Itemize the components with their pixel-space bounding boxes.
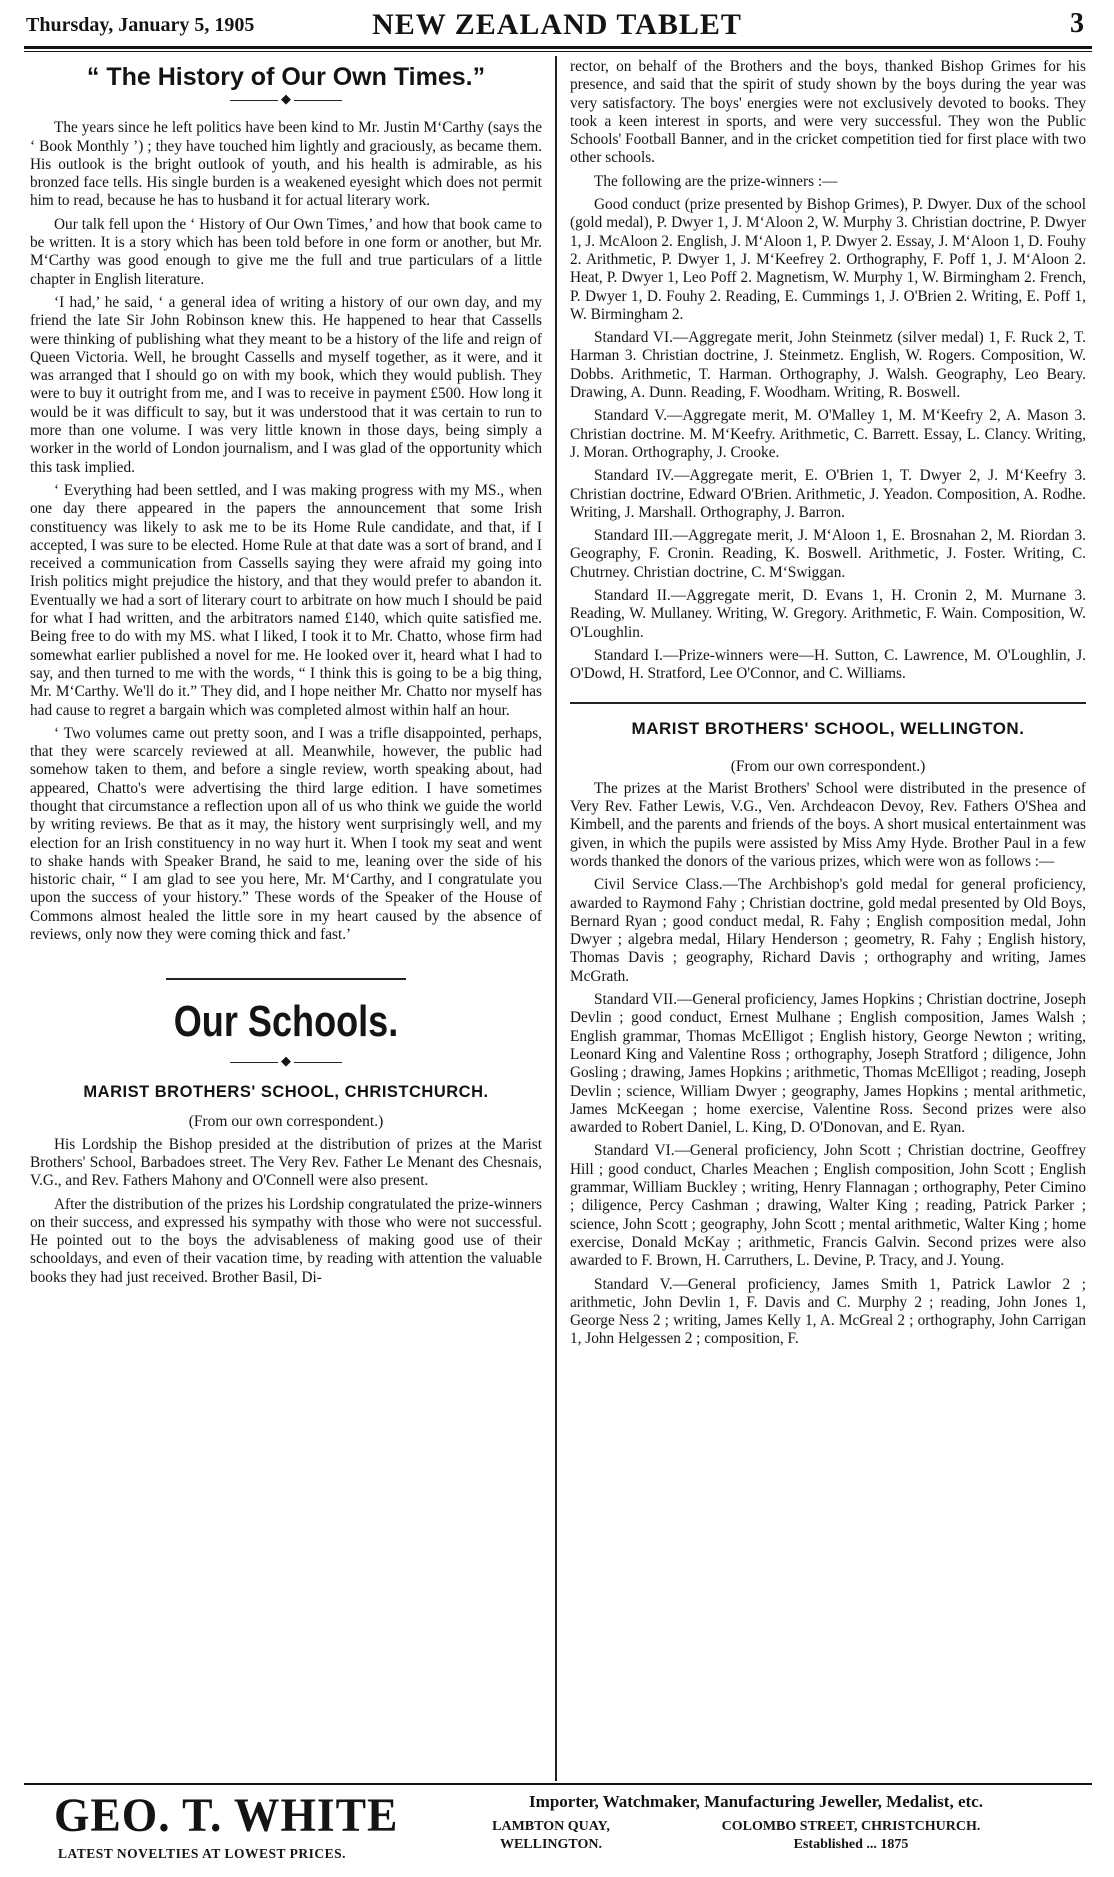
prize-list-paragraph: Standard I.—Prize-winners were—H. Sutton, C. Lawrence, M. O'Loughlin, J. O'Dowd, H. Stratford, Lee O'Connor, and C. Williams.: [570, 646, 1086, 683]
article-paragraph: ‘ Two volumes came out pretty soon, and I was a trifle disappointed, perhaps, that they were scarcely reviewed at all. Meanwhile, however, the public had somehow taken to them, and before a single review, worth speaking about, had appeared, Chatto's were advertising the third large edition. I have sometimes thought that circumstance a reflection upon all of us who think we guide the world by writing reviews. Be that as it may, the history went surprisingly well, and my election for an Irish constituency in no way hurt it. When I took my seat and went to shake hands with Speaker Brand, he said to me, leaning over the side of his historic chair, “ I am glad to see you here, Mr. M‘Carthy, and I congratulate you upon the success of your history.” These words of the Speaker of the House of Commons almost healed the little sore in my heart caused by the absence of reviews, only now they were coming thick and fast.’: [30, 724, 542, 944]
article-paragraph: rector, on behalf of the Brothers and the boys, thanked Bishop Grimes for his presence, and said that the spirit of study shown by the boys during the year was very satisfactory. The boys' energies were not exclusively devoted to books. They took a keen interest in sports, and were very successful. They won the Public Schools' Football Banner, and in the cricket competition tied for first place with two other schools.: [570, 58, 1086, 167]
address-street: COLOMBO STREET, CHRISTCHURCH.: [721, 1819, 981, 1834]
article-title-history: “ The History of Our Own Times.”: [86, 63, 486, 91]
publication-title: NEW ZEALAND TABLET: [372, 8, 742, 41]
prize-list-paragraph: Civil Service Class.—The Archbishop's gold medal for general proficiency, awarded to Raymond Fahy ; Christian doctrine, gold medal presented by Old Boys, Bernard Ryan ; good conduct medal, R. Fahy ; English composition medal, John Dwyer ; algebra medal, Hilary Henderson ; geometry, R. Fahy ; English history, Thomas Davis ; geography, Richard Davis ; orthography and writing, James McGrath.: [570, 876, 1086, 985]
advertiser-address-christchurch: [686, 1818, 1016, 1854]
prize-list-paragraph: Standard IV.—Aggregate merit, E. O'Brien 1, T. Dwyer 2, J. M‘Keefry 3. Christian doctrine, Edward O'Brien. Arithmetic, J. Yeadon. Composition, A. Rodhe. Writing, J. Marshall. Orthography, J. Barron.: [570, 467, 1086, 521]
article-paragraph: ‘I had,’ he said, ‘ a general idea of writing a history of our own day, and my friend the late Sir John Robinson knew this. He happened to hear that Cassells were thinking of publishing what they meant to be a history of the life and reign of Queen Victoria. Well, he brought Cassells and myself together, as it were, and it was arranged that I should go on with my book, which they would publish. They were to buy it outright from me, and I was to receive in payment £500. How long it would be it was difficult to say, but it was understood that it was certain to run to more than one volume. I was very little known in those days, being simply a worker in the world of London journalism, and I was glad of the opportunity which this task implied.: [30, 293, 542, 476]
article-paragraph: The prizes at the Marist Brothers' School were distributed in the presence of Very Rev. Father Lewis, V.G., Ven. Archdeacon Devoy, Rev. Fathers O'Shea and Kimbell, and the parents and friends of the boys. A short musical entertainment was given, in which the pupils were assisted by Miss Amy Hyde. Brother Paul in a few words thanked the donors of the various prizes, which were won as follows :—: [570, 779, 1086, 870]
prize-list-paragraph: Standard III.—Aggregate merit, J. M‘Aloon 1, E. Brosnahan 2, M. Riordan 3. Geography, F. Cronin. Reading, K. Boswell. Arithmetic, J. Foster. Writing, C. Chutrney. Christian doctrine, C. M‘Swiggan.: [570, 527, 1086, 581]
diamond-ornament-icon: ◆: [30, 92, 542, 105]
established-date: Established ... 1875: [793, 1837, 909, 1852]
section-divider: [570, 702, 1086, 704]
article-paragraph: The following are the prize-winners :—: [594, 172, 838, 190]
advertiser-tagline: LATEST NOVELTIES AT LOWEST PRICES.: [58, 1846, 346, 1861]
article-paragraph: His Lordship the Bishop presided at the distribution of prizes at the Marist Brothers' School, Barbadoes street. The Very Rev. Father Le Menant des Chesnais, V.G., and Rev. Fathers Mahony and O'Connell were also present.: [30, 1135, 542, 1190]
address-street: LAMBTON QUAY,: [492, 1819, 610, 1834]
issue-date: Thursday, January 5, 1905: [26, 14, 255, 36]
advertisement-rule: [24, 1783, 1092, 1785]
article-paragraph: The years since he left politics have been kind to Mr. Justin M‘Carthy (says the ‘ Book Monthly ’) ; they have touched him lightly and graciously, as became them. His outlook is the bright outlook of youth, and his health is admirable, as his bronzed face tells. His single burden is a weakened eyesight which does not permit him to read, because he has to husband it for actual literary work.: [30, 119, 542, 210]
article-byline: (From our own correspondent.): [730, 757, 926, 775]
prize-list-paragraph: Good conduct (prize presented by Bishop Grimes), P. Dwyer. Dux of the school (gold medal), P. Dwyer 1, J. M‘Aloon 2, W. Murphy 3. Christian doctrine, P. Dwyer 1, J. McAloon 2. English, J. M‘Aloon 1, P. Dwyer 2. Essay, J. M‘Aloon 1, D. Fouhy 2. Arithmetic, P. Dwyer 1, J. M‘Keefrey 2. Orthography, F. Poff 1, J. M‘Aloon 2. Heat, P. Dwyer 1, Leo Poff 2. Magnetism, W. Murphy 1, W. Birmingham 2. French, P. Dwyer 1, D. Fouhy 2. Reading, E. Cummings 1, J. O'Brien 2. Writing, E. Poff 1, W. Birmingham 2.: [570, 196, 1086, 323]
article-byline: (From our own correspondent.): [188, 1113, 384, 1131]
section-divider: [166, 978, 406, 980]
masthead-rule: [24, 46, 1092, 49]
column-divider: [555, 56, 557, 1781]
page-number: 3: [1070, 8, 1084, 39]
masthead: [26, 4, 1088, 44]
address-city: WELLINGTON.: [499, 1837, 603, 1852]
prize-list-paragraph: Standard II.—Aggregate merit, D. Evans 1, H. Cronin 2, M. Murnane 3. Reading, W. Mullaney. Writing, W. Gregory. Arithmetic, F. Wain. Composition, W. O'Loughlin.: [570, 587, 1086, 641]
article-paragraph: After the distribution of the prizes his Lordship congratulated the prize-winners on their success, and expressed his sympathy with those who were not successful. He pointed out to the boys the advisableness of making good use of their schooldays, and even of their vacation time, by reading with attention the valuable books they had just received. Brother Basil, Di-: [30, 1195, 542, 1286]
article-paragraph: ‘ Everything had been settled, and I was making progress with my MS., when one day there appeared in the papers the announcement that some Irish constituency was likely to ask me to be its Home Rule candidate, and that, if I accepted, I was sure to be elected. Home Rule at that date was a sort of brand, and I received a communication from Cassells saying they were afraid my going into Irish politics might prejudice the history, and that they would prefer to abandon it. Eventually we had a sort of literary court to arbitrate on how much I should be paid for what I had written, and the arbitrators named £140, which quite satisfied me. Being free to do with my MS. what I liked, I took it to Mr. Chatto, whose firm had somewhat earlier published a novel for me. He looked over it, heard what I had to say, and then turned to me with the words, “ I think this is going to be a big thing, Mr. M‘Carthy. We'll do it.” They did, and I hope neither Mr. Chatto nor myself has had cause to regret a bargain which was completed almost within half an hour.: [30, 481, 542, 719]
article-title-wellington: MARIST BROTHERS' SCHOOL, WELLINGTON.: [631, 718, 1025, 738]
advertisement-banner: [26, 1790, 1088, 1870]
section-title-our-schools: Our Schools.: [173, 997, 399, 1047]
diamond-ornament-icon: ◆: [30, 1054, 542, 1067]
advertiser-trade: Importer, Watchmaker, Manufacturing Jeweller, Medalist, etc.: [529, 1792, 983, 1811]
article-title-christchurch: MARIST BROTHERS' SCHOOL, CHRISTCHURCH.: [83, 1083, 489, 1102]
masthead-rule-thin: [24, 51, 1092, 52]
prize-list-paragraph: Standard V.—Aggregate merit, M. O'Malley 1, M. M‘Keefry 2, A. Mason 3. Christian doctrine. M. M‘Keefry. Arithmetic, C. Barrett. Essay, L. Clancy. Writing, J. Moran. Orthography, J. Crooke.: [570, 407, 1086, 461]
advertiser-name: GEO. T. WHITE: [54, 1789, 399, 1842]
advertiser-address-wellington: [466, 1818, 636, 1854]
article-paragraph: Our talk fell upon the ‘ History of Our Own Times,’ and how that book came to be written. It is a story which has been told before in one form or another, but Mr. M‘Carthy was good enough to give me the full and true particulars of a little chapter in English literature.: [30, 215, 542, 288]
left-column: [30, 58, 542, 1778]
prize-list-paragraph: Standard V.—General proficiency, James Smith 1, Patrick Lawlor 2 ; arithmetic, John Devlin 1, F. Davis and C. Murphy 2 ; reading, John Jones 1, George Ness 2 ; writing, James Kelly 1, A. McGreal 2 ; orthography, John Carrigan 1, John Helgessen 2 ; composition, F.: [570, 1275, 1086, 1348]
prize-list-paragraph: Standard VI.—General proficiency, John Scott ; Christian doctrine, Geoffrey Hill ; good conduct, Charles Meachen ; English composition, John Scott ; English grammar, William Buckley ; writing, Henry Flannagan ; orthography, Peter Cimino ; diligence, Percy Cashman ; drawing, Walter King ; reading, Patrick Parker ; science, John Scott ; geography, John Scott ; mental arithmetic, Walter King ; home exercise, Donald McKay ; arithmetic, Francis Galvin. Second prizes were also awarded to F. Brown, H. Carruthers, L. Devine, P. Tracy, and J. Young.: [570, 1142, 1086, 1270]
right-column: [570, 58, 1086, 1780]
prize-list-paragraph: Standard VI.—Aggregate merit, John Steinmetz (silver medal) 1, F. Ruck 2, T. Harman 3. Christian doctrine, J. Steinmetz. English, W. Rogers. Composition, W. Dobbs. Arithmetic, T. Harman. Orthography, J. Walsh. Geography, Leo Beary. Drawing, A. Dunn. Reading, F. Woodham. Writing, R. Boswell.: [570, 329, 1086, 402]
prize-list-paragraph: Standard VII.—General proficiency, James Hopkins ; Christian doctrine, Joseph Devlin ; good conduct, Ernest Mulhane ; English composition, James Walsh ; English grammar, Thomas McElligot ; English history, George Newton ; writing, Leonard King and Valentine Ross ; orthography, Joseph Stratford ; diligence, John Gosling ; drawing, James Hopkins ; arithmetic, Thomas McElligot ; reading, Joseph Devlin ; science, William Dwyer ; geography, James Hopkins ; mental arithmetic, James McKeegan ; home exercise, Valentine Ross. Second prizes were also awarded to Robert Daniel, L. King, D. O'Donovan, and E. Ryan.: [570, 991, 1086, 1137]
